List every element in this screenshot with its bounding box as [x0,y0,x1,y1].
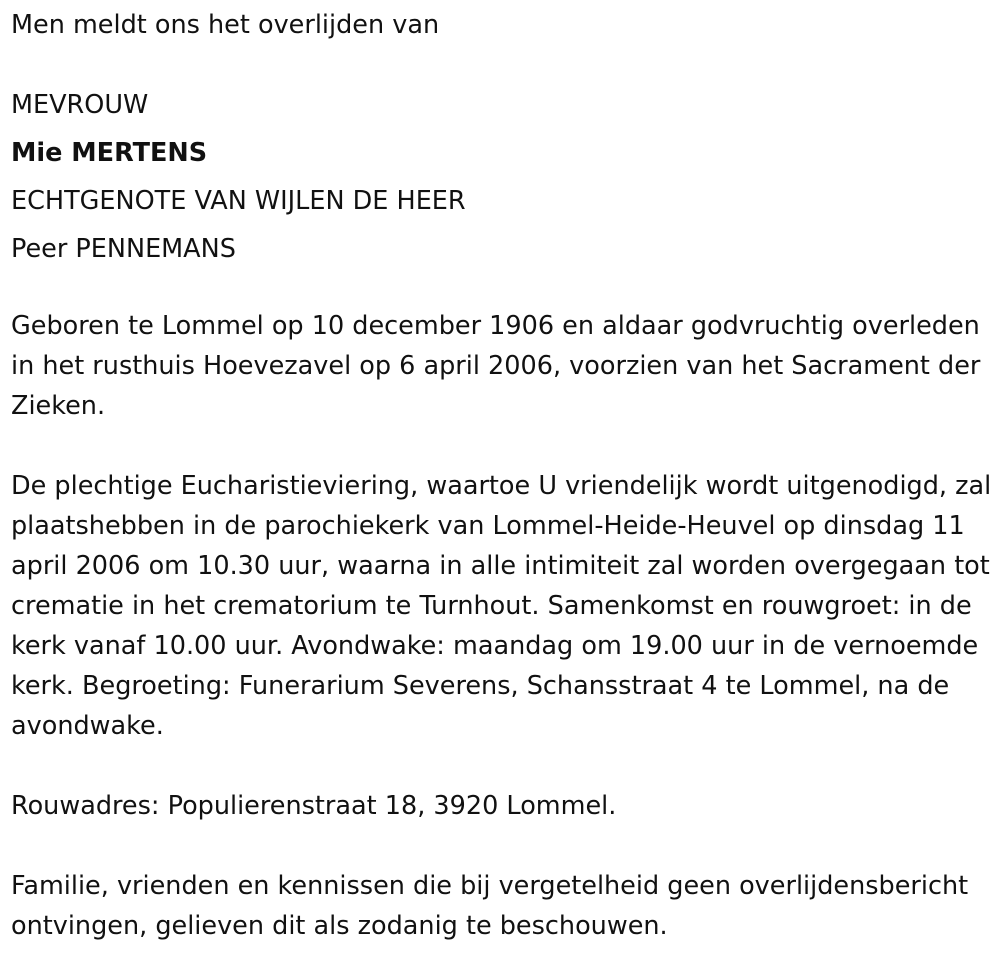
address-paragraph: Rouwadres: Populierenstraat 18, 3920 Lommel. [11,791,617,821]
spouse-name: Peer PENNEMANS [11,234,236,264]
relation-text: ECHTGENOTE VAN WIJLEN DE HEER [11,186,466,216]
death-notice [11,0,996,946]
intro-text: Men meldt ons het overlijden van [11,10,440,40]
birth-death-paragraph: Geboren te Lommel op 10 december 1906 en aldaar godvruchtig overleden in het rusthuis Hoevezavel op 6 april 2006, voorzien van het Sacrament der Zieken. [11,311,981,421]
closing-paragraph: Familie, vrienden en kennissen die bij vergetelheid geen overlijdensbericht ontvingen, gelieven dit als zodanig te beschouwen. [11,871,969,941]
deceased-name: Mie MERTENS [11,138,208,168]
title-text: MEVROUW [11,90,149,120]
ceremony-paragraph: De plechtige Eucharistieviering, waartoe U vriendelijk wordt uitgenodigd, zal plaatshebben in de parochiekerk van Lommel-Heide-Heuvel op dinsdag 11 april 2006 om 10.30 uur, waarna in alle intimiteit zal worden overgegaan tot crematie in het crematorium te Turnhout. Samenkomst en rouwgroet: in de kerk vanaf 10.00 uur. Avondwake: maandag om 19.00 uur in de vernoemde kerk. Begroeting: Funerarium Severens, Schansstraat 4 te Lommel, na de avondwake. [11,471,992,741]
